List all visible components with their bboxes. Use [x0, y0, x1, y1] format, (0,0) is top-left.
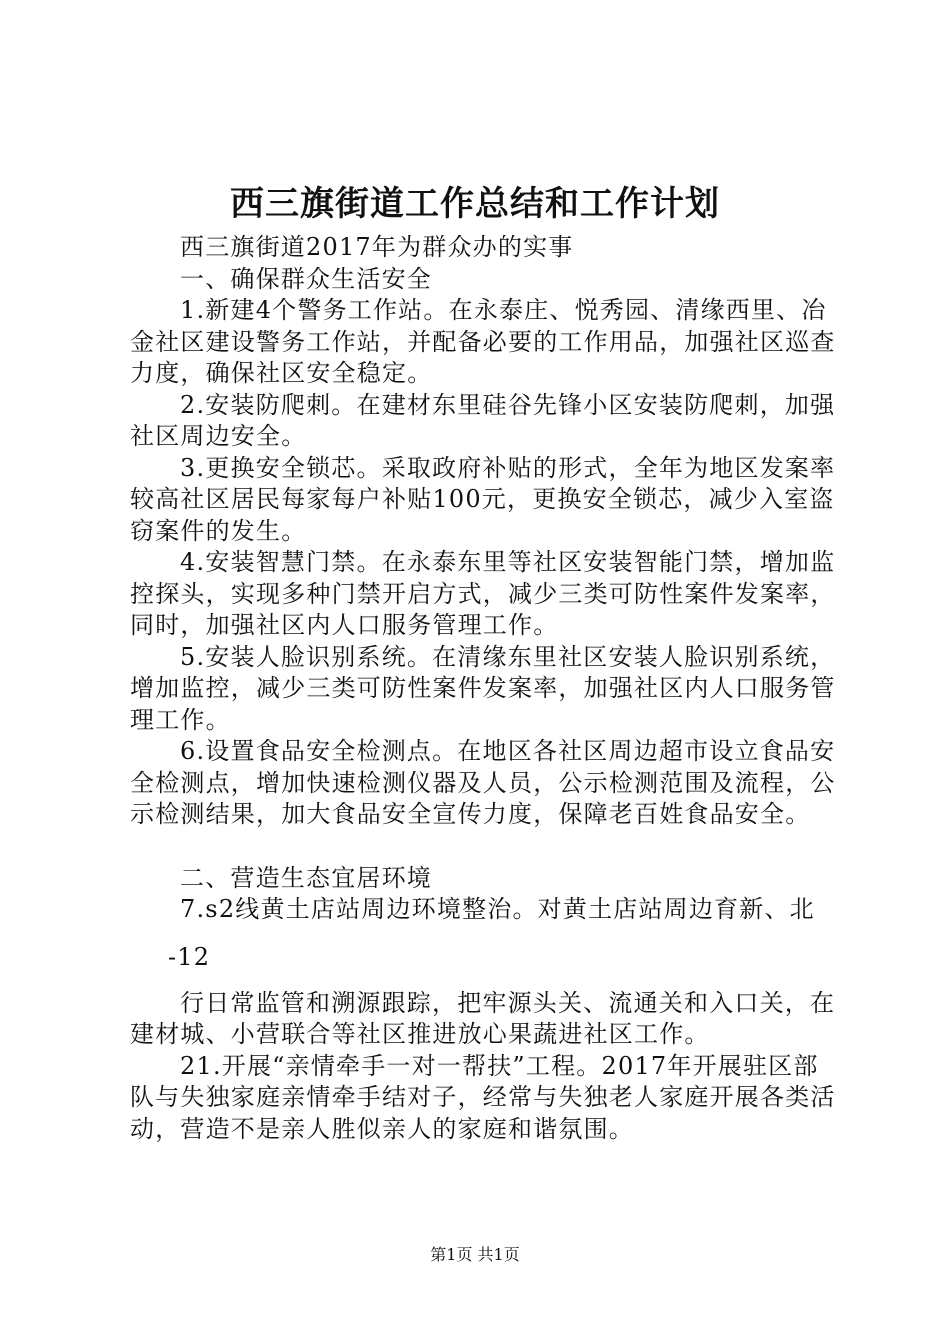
document-body — [130, 232, 842, 1145]
paragraph-item-2: 2.安装防爬刺。在建材东里硅谷先锋小区安装防爬刺，加强社区周边安全。 — [130, 390, 836, 450]
paragraph-item-4: 4.安装智慧门禁。在永泰东里等社区安装智能门禁，增加监控探头，实现多种门禁开启方式，减少三类可防性案件发案率，同时，加强社区内人口服务管理工作。 — [130, 548, 836, 639]
paragraph-item-1: 1.新建4个警务工作站。在永泰庄、悦秀园、清缘西里、冶金社区建设警务工作站，并配备必要的工作用品，加强社区巡查力度，确保社区安全稳定。 — [130, 296, 836, 387]
paragraph-item-21: 21.开展“亲情牵手一对一帮扶”工程。2017年开展驻区部队与失独家庭亲情牵手结对子，经常与失独老人家庭开展各类活动，营造不是亲人胜似亲人的家庭和谐氛围。 — [130, 1051, 836, 1143]
paragraph-item-5: 5.安装人脸识别系统。在清缘东里社区安装人脸识别系统，增加监控，减少三类可防性案件发案率，加强社区内人口服务管理工作。 — [130, 642, 836, 734]
paragraph-heading: 西三旗街道2017年为群众办的实事 — [180, 233, 574, 261]
section-heading-1: 一、确保群众生活安全 — [180, 264, 432, 293]
page-footer: 第1页 共1页 — [430, 1245, 520, 1264]
document-title: 西三旗街道工作总结和工作计划 — [230, 184, 720, 224]
paragraph-item-7: 7.s2线黄土店站周边环境整治。对黄土店站周边育新、北 — [180, 895, 815, 923]
section-heading-2: 二、营造生态宜居环境 — [180, 863, 432, 892]
page-marker: -12 — [168, 942, 211, 971]
paragraph-continuation: 行日常监管和溯源跟踪，把牢源头关、流通关和入口关，在建材城、小营联合等社区推进放心果蔬进社区工作。 — [130, 988, 836, 1048]
paragraph-item-3: 3.更换安全锁芯。采取政府补贴的形式，全年为地区发案率较高社区居民每家每户补贴100元，更换安全锁芯，减少入室盗窃案件的发生。 — [130, 453, 836, 545]
paragraph-item-6: 6.设置食品安全检测点。在地区各社区周边超市设立食品安全检测点，增加快速检测仪器及人员，公示检测范围及流程，公示检测结果，加大食品安全宣传力度，保障老百姓食品安全。 — [130, 737, 836, 828]
